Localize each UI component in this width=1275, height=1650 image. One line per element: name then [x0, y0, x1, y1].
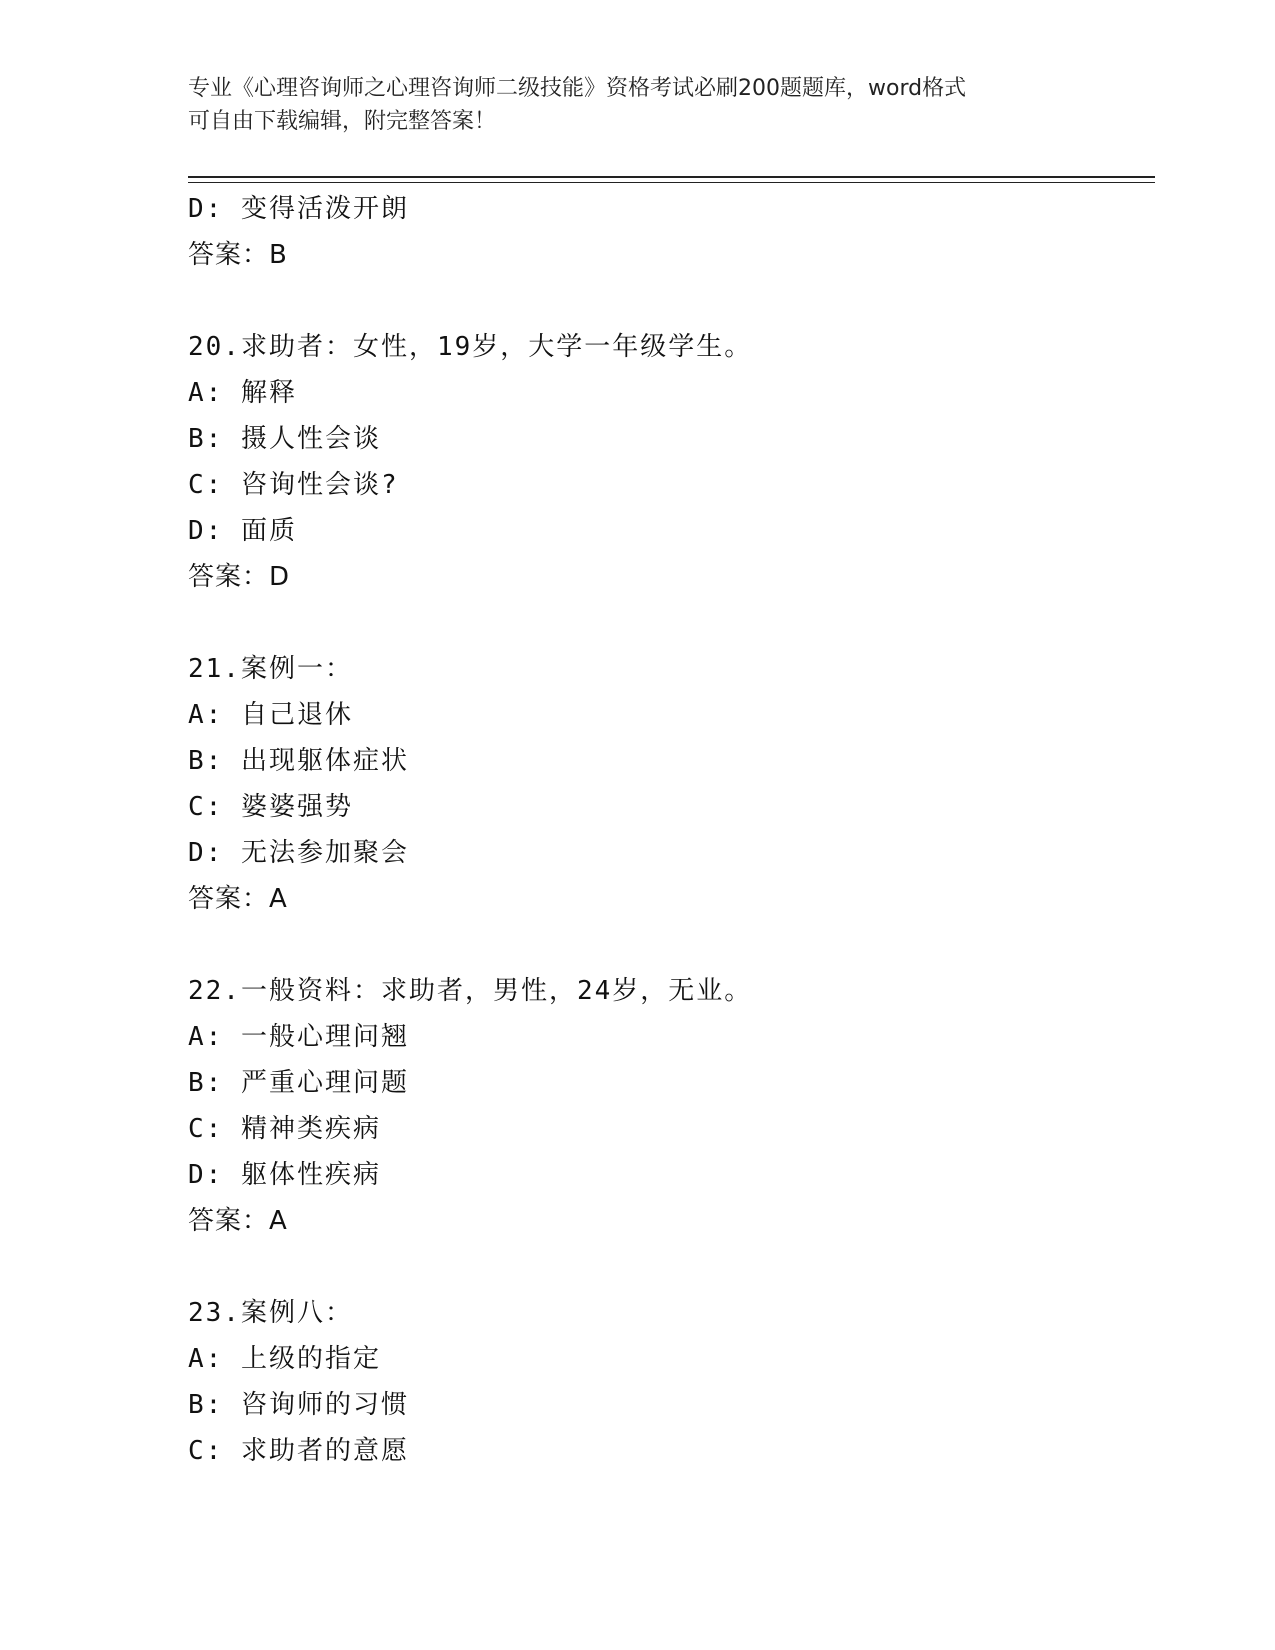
question-21-option-b: B: 出现躯体症状: [188, 746, 409, 776]
question-21-option-d: D: 无法参加聚会: [188, 838, 409, 868]
header-divider-thick: [188, 176, 1155, 178]
question-23-option-a: A: 上级的指定: [188, 1344, 381, 1374]
question-21-answer: 答案：A: [188, 884, 288, 914]
question-list: [188, 186, 1155, 1474]
question-20-option-b: B: 摄人性会谈: [188, 424, 381, 454]
question-19-option-d: D: 变得活泼开朗: [188, 194, 409, 224]
document-header: [188, 72, 1088, 138]
question-21-stem: 21.案例一：: [188, 654, 353, 684]
header-divider-thin: [188, 182, 1155, 183]
question-20-option-d: D: 面质: [188, 516, 297, 546]
question-20-option-c: C: 咨询性会谈?: [188, 470, 399, 500]
question-21-option-a: A: 自己退休: [188, 700, 353, 730]
header-line-2: 可自由下载编辑，附完整答案！: [188, 109, 497, 134]
question-22-option-b: B: 严重心理问题: [188, 1068, 409, 1098]
question-22-answer: 答案：A: [188, 1206, 288, 1236]
question-22-stem: 22.一般资料：求助者，男性，24岁，无业。: [188, 976, 753, 1006]
question-20-answer: 答案：D: [188, 562, 291, 592]
question-23-option-c: C: 求助者的意愿: [188, 1436, 409, 1466]
question-20-stem: 20.求助者：女性，19岁，大学一年级学生。: [188, 332, 753, 362]
question-23-stem: 23.案例八：: [188, 1298, 353, 1328]
question-22-option-d: D: 躯体性疾病: [188, 1160, 381, 1190]
question-23-option-b: B: 咨询师的习惯: [188, 1390, 409, 1420]
question-22-option-c: C: 精神类疾病: [188, 1114, 381, 1144]
header-line-1: 专业《心理咨询师之心理咨询师二级技能》资格考试必刷200题题库，word格式: [188, 76, 967, 101]
question-20-option-a: A: 解释: [188, 378, 297, 408]
question-21-option-c: C: 婆婆强势: [188, 792, 353, 822]
question-19-answer: 答案：B: [188, 240, 288, 270]
question-22-option-a: A: 一般心理问翘: [188, 1022, 409, 1052]
